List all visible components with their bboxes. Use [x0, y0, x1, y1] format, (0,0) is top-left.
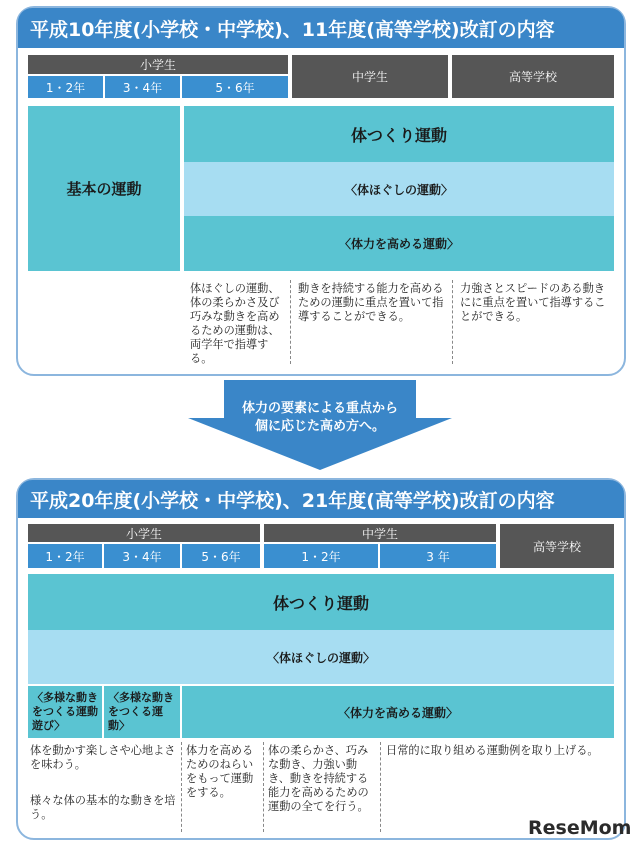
diverse-play-block: 〈多様な動きをつくる運動遊び〉 — [28, 686, 102, 738]
header-elementary: 小学生 — [28, 524, 260, 542]
grade-1-2: 1・2年 — [28, 544, 102, 568]
panel-2008-title: 平成20年度(小学校・中学校)、21年度(高等学校)改訂の内容 — [18, 480, 624, 518]
resemom-logo-text: ReseMom — [528, 817, 632, 839]
grade-1-2: 1・2年 — [28, 76, 103, 98]
header-high: 高等学校 — [500, 524, 614, 568]
grade-5-6: 5・6年 — [182, 544, 260, 568]
grade-3-4: 3・4年 — [104, 544, 180, 568]
panel-1998-title: 平成10年度(小学校・中学校)、11年度(高等学校)改訂の内容 — [18, 8, 624, 48]
arrow-line-2: 個に応じた高め方へ。 — [254, 419, 385, 434]
fitness-block: 〈体力を高める運動〉 — [182, 686, 614, 738]
note-middle-1-2: 体の柔らかさ、巧みな動き、力強い動き、動きを持続する能力を高めるための運動の全てを行う。 — [268, 744, 369, 813]
divider — [181, 742, 182, 832]
loosening-block: 〈体ほぐしの運動〉 — [184, 162, 614, 216]
note-upper-elementary: 体力を高めるためのねらいをもって運動をする。 — [186, 744, 254, 799]
note-lower-elementary-1: 体を動かす楽しさや心地よさを味わう。 — [30, 744, 176, 771]
diverse-movement-block: 〈多様な動きをつくる運動〉 — [104, 686, 180, 738]
divider — [380, 742, 381, 832]
body-making-block: 体つくり運動 — [184, 106, 614, 162]
basic-movement-block: 基本の運動 — [28, 106, 180, 271]
body-making-block: 体つくり運動 — [28, 574, 614, 630]
note-middle-3-high: 日常的に取り組める運動例を取り上げる。 — [386, 744, 599, 757]
arrow-caption — [200, 400, 440, 436]
divider — [263, 742, 264, 832]
middle-grade-1-2: 1・2年 — [264, 544, 378, 568]
note-high: 力強さとスピードのある動きにに重点を置いて指導することができる。 — [460, 282, 606, 323]
header-high: 高等学校 — [452, 55, 614, 98]
divider — [290, 280, 291, 364]
note-middle: 動きを持続する能力を高めるための運動に重点を置いて指導することができる。 — [298, 282, 444, 323]
resemom-logo — [528, 814, 631, 842]
header-middle: 中学生 — [292, 55, 448, 98]
grade-3-4: 3・4年 — [105, 76, 180, 98]
grade-5-6: 5・6年 — [182, 76, 288, 98]
fitness-block: 〈体力を高める運動〉 — [184, 216, 614, 271]
header-elementary: 小学生 — [28, 55, 288, 74]
loosening-block: 〈体ほぐしの運動〉 — [28, 630, 614, 684]
middle-grade-3: 3 年 — [380, 544, 496, 568]
note-elementary: 体ほぐしの運動、体の柔らかさ及び巧みな動きを高めるための運動は、両学年で指導する。 — [190, 282, 280, 365]
header-middle: 中学生 — [264, 524, 496, 542]
divider — [452, 280, 453, 364]
note-lower-elementary-2: 様々な体の基本的な動きを培う。 — [30, 794, 176, 821]
arrow-line-1: 体力の要素による重点から — [241, 401, 398, 416]
